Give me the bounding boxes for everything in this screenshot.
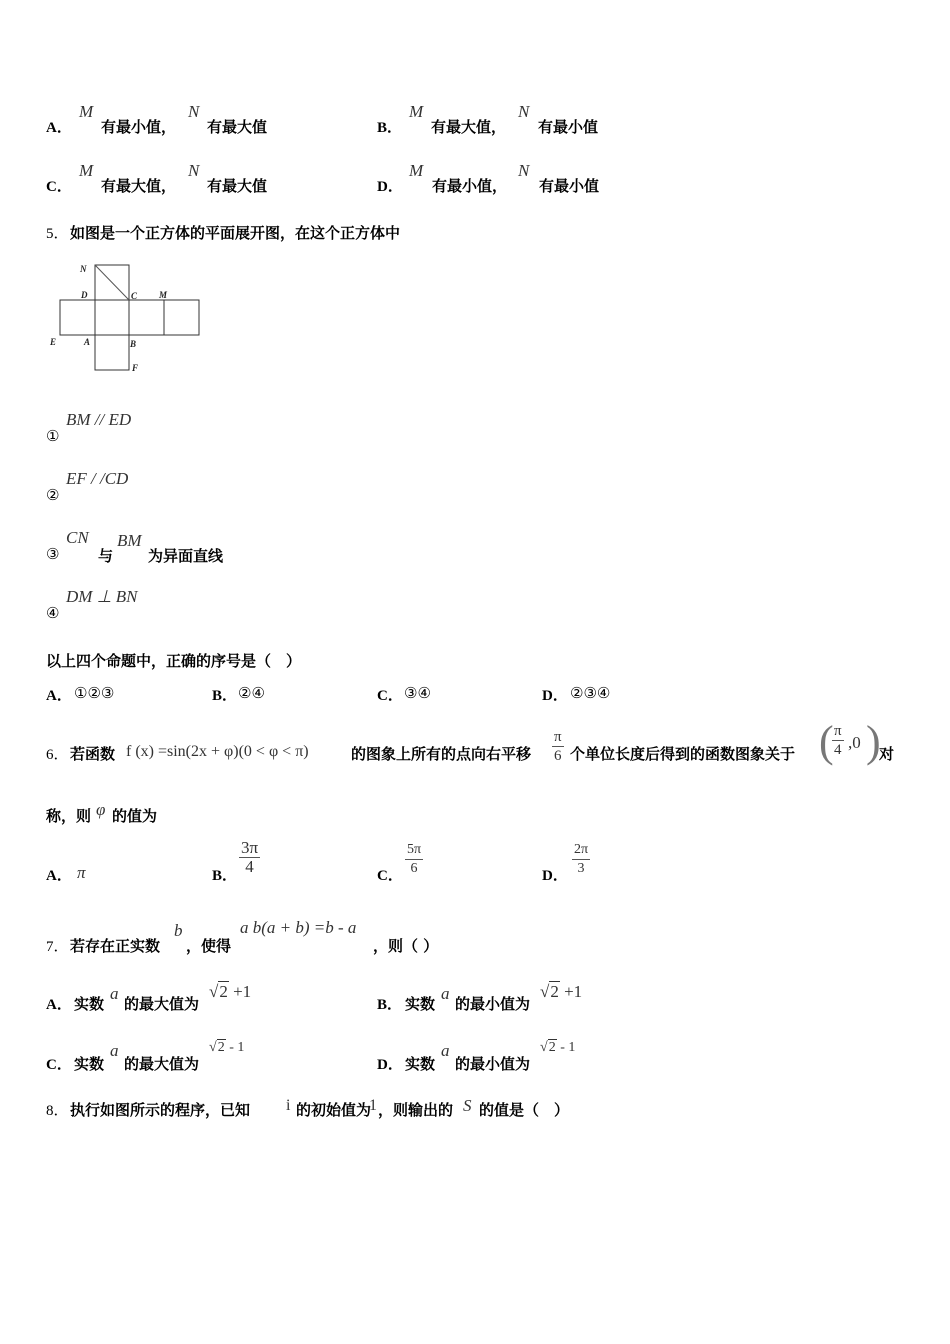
stem-line2-b: 的值为 — [112, 807, 158, 825]
option-a-mid: 的最大值为 — [124, 995, 200, 1013]
value-tail: +1 — [564, 982, 583, 1001]
option-b-value: √2 +1 — [540, 982, 583, 1001]
stem-part-2: 的初始值为 — [296, 1101, 372, 1119]
option-a-pre: 实数 — [74, 995, 105, 1013]
question-number: 6． — [46, 747, 69, 763]
option-text: 有最大值 — [207, 177, 268, 195]
prop-3-text: 为异面直线 — [148, 547, 224, 565]
net-square-far-right — [164, 300, 199, 335]
label-a: A — [84, 337, 91, 347]
option-label: B． — [377, 120, 403, 136]
shift-fraction — [552, 728, 564, 765]
prop-4-mark: ④ — [46, 604, 60, 622]
prop-1-mark: ① — [46, 427, 60, 445]
option-text: 有最小值， — [101, 118, 177, 136]
math-var: N — [518, 161, 530, 180]
net-square-right — [129, 300, 164, 335]
fraction-denominator: 6 — [410, 861, 418, 876]
question-number: 5． — [46, 226, 69, 242]
stem-part-3: 个单位长度后得到的函数图象关于 — [570, 745, 796, 763]
fraction-numerator: π — [554, 729, 562, 745]
var-a: a — [110, 1041, 119, 1060]
fraction-numerator: 3π — [241, 838, 259, 857]
prop-3-math2: BM — [117, 531, 142, 550]
stem-part-1: 若存在正实数 — [70, 937, 161, 955]
option-d-pre: 实数 — [405, 1055, 436, 1073]
option-b-mid: 的最小值为 — [455, 995, 531, 1013]
stem-part-3: ，则（ ） — [373, 937, 439, 955]
question-number: 7． — [46, 939, 69, 955]
value-one: 1 — [369, 1097, 377, 1114]
option-c-mid: 的最大值为 — [124, 1055, 200, 1073]
stem-part-3: ，则输出的 — [378, 1101, 454, 1119]
net-square-center — [95, 300, 129, 335]
fraction-numerator: 2π — [572, 841, 590, 860]
option-text: 有最大值， — [431, 118, 507, 136]
fraction-denominator: 3 — [577, 861, 585, 876]
question-stem: 如图是一个正方体的平面展开图，在这个正方体中 — [70, 224, 401, 242]
stem-part-4: 对 — [879, 745, 895, 763]
var-b: b — [174, 921, 183, 940]
label-d: D — [81, 290, 88, 300]
option-d-label: D． — [542, 868, 568, 884]
option-d-label: D． — [542, 688, 568, 704]
stem-part-2: 的图象上所有的点向右平移 — [351, 745, 532, 763]
math-var: M — [409, 161, 424, 180]
label-m: M — [159, 290, 168, 300]
stem-part-1: 若函数 — [70, 745, 116, 763]
option-a-value: √2 +1 — [209, 982, 252, 1001]
option-text: 有最大值 — [207, 118, 268, 136]
prop-3-mark: ③ — [46, 545, 60, 563]
fraction-denominator: 4 — [245, 857, 254, 876]
point-rest: ,0 — [848, 733, 861, 752]
cube-net-figure — [44, 258, 214, 378]
option-b-label: B． — [212, 688, 238, 704]
option-a-label: A． — [46, 868, 72, 884]
option-b-text: ②④ — [238, 684, 265, 702]
var-a: a — [441, 984, 450, 1003]
math-var: N — [188, 102, 200, 121]
math-var: M — [409, 102, 424, 121]
fraction-denominator: 4 — [834, 742, 842, 758]
option-label: D． — [377, 179, 403, 195]
value-tail: - 1 — [229, 1040, 245, 1055]
net-square-bottom — [95, 335, 129, 370]
option-c-value: √2 - 1 — [209, 1040, 245, 1055]
prop-3-math1: CN — [66, 528, 89, 547]
option-text: 有最小值 — [538, 118, 599, 136]
radicand: 2 — [219, 982, 228, 1001]
option-text: 有最小值， — [432, 177, 508, 195]
prop-3-mid: 与 — [98, 547, 114, 565]
point-fraction — [832, 722, 844, 759]
function-expression: f (x) =sin(2x + φ)(0 < φ < π) — [126, 743, 309, 760]
option-label: C． — [46, 179, 72, 195]
phi-symbol: φ — [96, 800, 106, 819]
option-a-label: A． — [46, 997, 72, 1013]
option-c-fraction — [405, 841, 423, 878]
option-text: 有最小值 — [539, 177, 600, 195]
option-d-mid: 的最小值为 — [455, 1055, 531, 1073]
label-c: C — [131, 291, 138, 301]
var-s: S — [463, 1096, 472, 1115]
value-tail: +1 — [233, 982, 252, 1001]
option-d-label: D． — [377, 1057, 403, 1073]
option-text: 有最大值， — [101, 177, 177, 195]
label-n: N — [80, 264, 87, 274]
option-a-value: π — [77, 863, 86, 882]
stem-part-2: ，使得 — [186, 937, 232, 955]
option-a-label: A． — [46, 688, 72, 704]
var-a: a — [110, 984, 119, 1003]
radicand: 2 — [550, 982, 559, 1001]
var-i: i — [286, 1097, 291, 1114]
var-a: a — [441, 1041, 450, 1060]
radicand: 2 — [548, 1040, 556, 1055]
fraction-numerator: 5π — [405, 841, 423, 860]
prop-2-math: EF / /CD — [66, 469, 129, 488]
option-b-label: B． — [212, 868, 238, 884]
net-square-left — [60, 300, 95, 335]
right-paren: ) — [866, 717, 881, 766]
question-prompt: 以上四个命题中，正确的序号是（ ） — [46, 652, 302, 670]
prop-4-math: DM ⊥ BN — [66, 587, 138, 606]
label-b: B — [130, 339, 137, 349]
value-tail: - 1 — [560, 1040, 576, 1055]
stem-line2-a: 称，则 — [46, 807, 92, 825]
option-c-label: C． — [377, 868, 403, 884]
label-e: E — [50, 337, 57, 347]
fraction-denominator: 6 — [554, 748, 562, 764]
math-var: N — [188, 161, 200, 180]
option-c-label: C． — [377, 688, 403, 704]
left-paren: ( — [819, 717, 834, 766]
option-b-label: B． — [377, 997, 403, 1013]
option-b-fraction — [239, 839, 260, 876]
stem-part-1: 执行如图所示的程序，已知 — [70, 1101, 251, 1119]
diagonal-nc — [95, 265, 129, 300]
equation: a b(a + b) =b - a — [240, 918, 357, 937]
math-var: N — [518, 102, 530, 121]
option-a-text: ①②③ — [74, 684, 115, 702]
question-number: 8． — [46, 1103, 69, 1119]
stem-part-4: 的值是（ ） — [479, 1101, 570, 1119]
math-var: M — [79, 161, 94, 180]
radicand: 2 — [217, 1040, 225, 1055]
fraction-numerator: π — [834, 723, 842, 739]
prop-2-mark: ② — [46, 486, 60, 504]
option-b-pre: 实数 — [405, 995, 436, 1013]
option-d-fraction — [572, 841, 590, 878]
prop-1-math: BM // ED — [66, 410, 132, 429]
option-c-label: C． — [46, 1057, 72, 1073]
option-label: A． — [46, 120, 72, 136]
option-d-value: √2 - 1 — [540, 1040, 576, 1055]
option-c-text: ③④ — [404, 684, 431, 702]
option-c-pre: 实数 — [74, 1055, 105, 1073]
label-f: F — [132, 363, 139, 373]
option-d-text: ②③④ — [570, 684, 611, 702]
math-var: M — [79, 102, 94, 121]
